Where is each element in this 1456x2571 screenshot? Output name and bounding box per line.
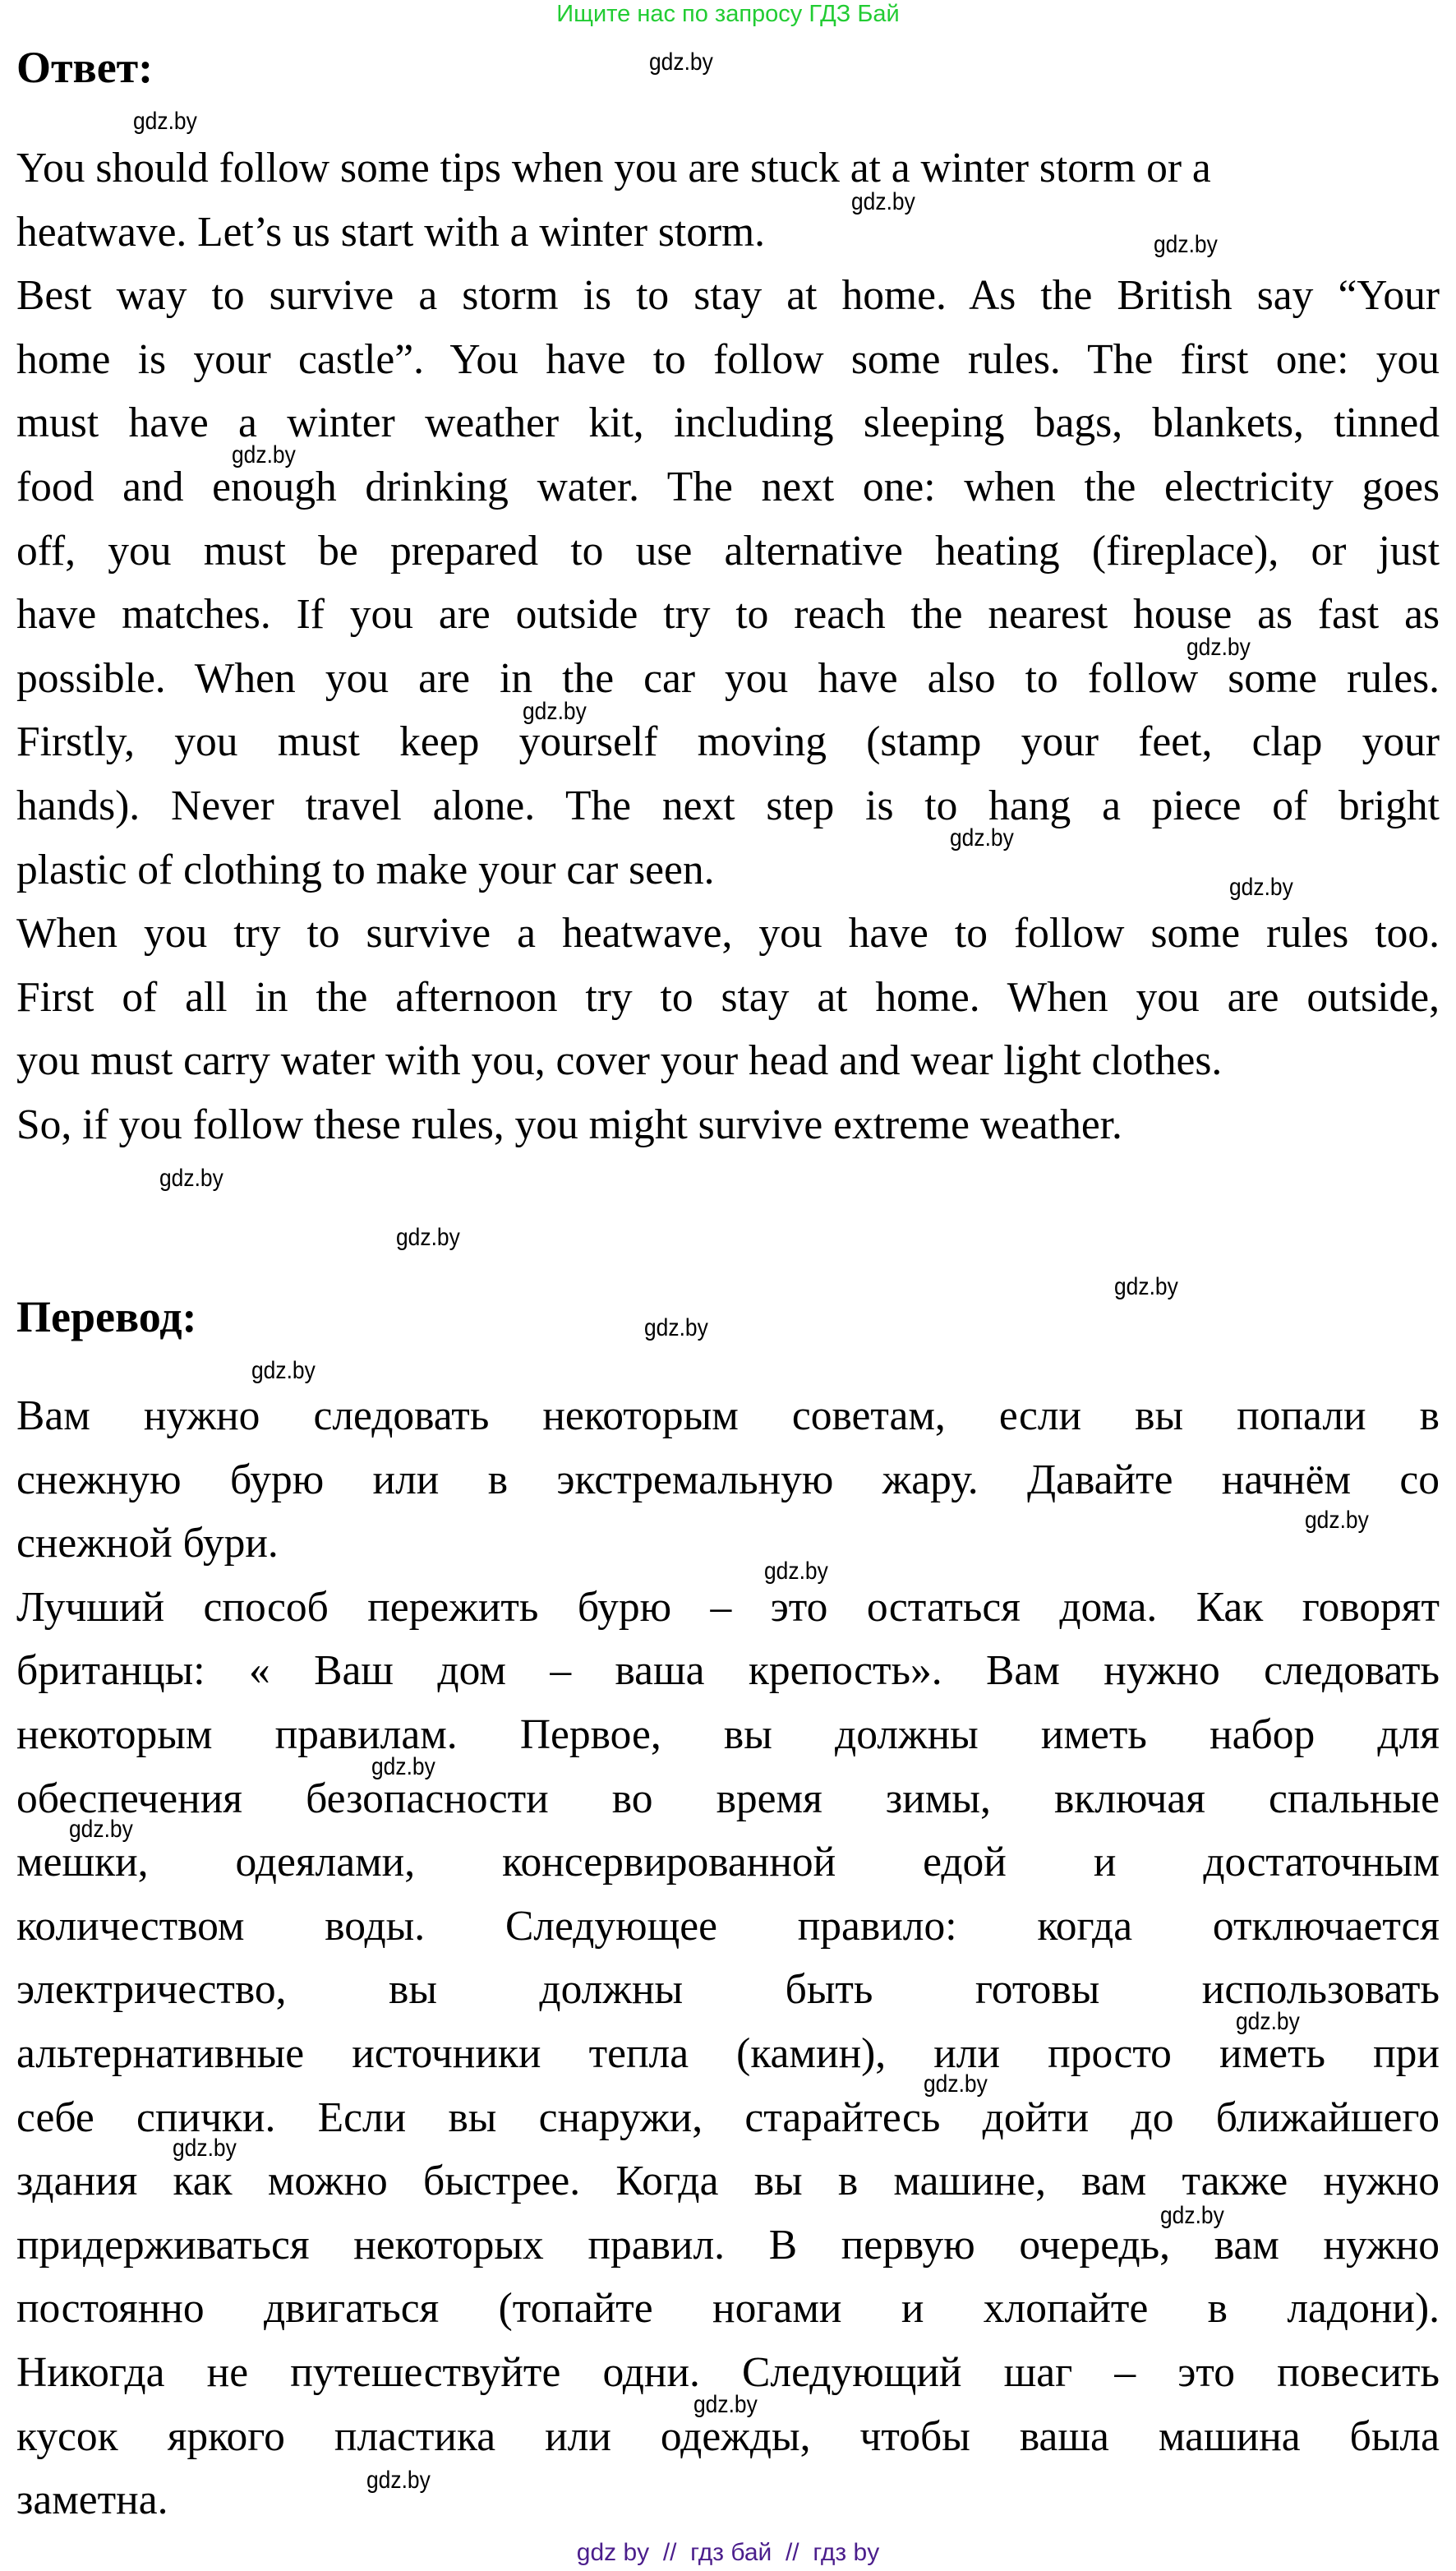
translation-line: кусок яркого пластика или одежды, чтобы ваша машина была [16,2412,1440,2460]
watermark: gdz.by [1186,634,1251,661]
answer-line: When you try to survive a heatwave, you have to follow some rules too. [16,910,1440,958]
watermark: gdz.by [159,1165,223,1192]
answer-line: hands). Never travel alone. The next step is to hang a piece of bright [16,782,1440,829]
watermark: gdz.by [950,824,1014,852]
watermark: gdz.by [1154,231,1218,258]
watermark: gdz.by [133,108,197,135]
answer-line: First of all in the afternoon try to stay at home. When you are outside, [16,973,1440,1021]
translation-line: Лучший способ пережить бурю – это остаться дома. Как говорят [16,1583,1440,1631]
translation-line: себе спички. Если вы снаружи, старайтесь дойти до ближайшего [16,2093,1440,2141]
footer-links[interactable]: gdz by // гдз бай // гдз by [576,2539,880,2566]
watermark: gdz.by [1160,2202,1224,2229]
answer-line: heatwave. Let’s us start with a winter storm. [16,208,766,256]
translation-line: некоторым правилам. Первое, вы должны иметь набор для [16,1710,1440,1758]
watermark: gdz.by [366,2467,431,2494]
answer-line: have matches. If you are outside try to reach the nearest house as fast as [16,591,1440,639]
watermark: gdz.by [1114,1273,1178,1300]
watermark: gdz.by [1229,874,1293,901]
watermark: gdz.by [693,2391,758,2418]
translation-line: количеством воды. Следующее правило: когда отключается [16,1902,1440,1950]
search-banner[interactable]: Ищите нас по запросу ГДЗ Бай [556,1,900,27]
watermark: gdz.by [173,2135,237,2162]
translation-line: британцы: « Ваш дом – ваша крепость». Вам нужно следовать [16,1647,1440,1695]
answer-line: possible. When you are in the car you have also to follow some rules. [16,654,1440,702]
answer-line: Best way to survive a storm is to stay at home. As the British say “Your [16,272,1440,320]
translation-line: электричество, вы должны быть готовы использовать [16,1966,1440,2014]
answer-line: You should follow some tips when you are stuck at a winter storm or a [16,145,1211,192]
translation-line: придерживаться некоторых правил. В первую очередь, вам нужно [16,2221,1440,2269]
translation-line: снежной бури. [16,1520,279,1567]
watermark: gdz.by [251,1357,316,1384]
translation-heading: Перевод: [16,1292,197,1341]
watermark: gdz.by [764,1558,828,1585]
translation-line: здания как можно быстрее. Когда вы в машине, вам также нужно [16,2158,1440,2205]
translation-line: постоянно двигаться (топайте ногами и хлопайте в ладони). [16,2285,1440,2333]
answer-line: So, if you follow these rules, you might survive extreme weather. [16,1101,1122,1148]
answer-line: food and enough drinking water. The next one: when the electricity goes [16,463,1440,510]
answer-line: home is your castle”. You have to follow some rules. The first one: you [16,335,1440,383]
translation-line: обеспечения безопасности во время зимы, включая спальные [16,1775,1440,1822]
watermark: gdz.by [851,188,915,215]
translation-line: заметна. [16,2476,168,2524]
answer-line: off, you must be prepared to use alternative heating (fireplace), or just [16,527,1440,575]
answer-line: Firstly, you must keep yourself moving (stamp your feet, clap your [16,718,1440,766]
watermark: gdz.by [69,1816,133,1843]
answer-line: must have a winter weather kit, including sleeping bags, blankets, tinned [16,399,1440,447]
watermark: gdz.by [924,2070,988,2098]
answer-line: you must carry water with you, cover your head and wear light clothes. [16,1037,1223,1085]
watermark: gdz.by [371,1753,435,1780]
translation-line: снежную бурю или в экстремальную жару. Давайте начнём со [16,1456,1440,1503]
watermark: gdz.by [1236,2008,1300,2035]
translation-line: Вам нужно следовать некоторым советам, если вы попали в [16,1392,1440,1439]
answer-line: plastic of clothing to make your car seen. [16,846,715,893]
translation-line: альтернативные источники тепла (камин), или просто иметь при [16,2029,1440,2077]
watermark: gdz.by [396,1224,460,1251]
translation-line: мешки, одеялами, консервированной едой и достаточным [16,1839,1440,1886]
answer-heading: Ответ: [16,43,154,92]
watermark: gdz.by [1305,1507,1369,1534]
watermark: gdz.by [232,441,296,469]
translation-line: Никогда не путешествуйте одни. Следующий шаг – это повесить [16,2348,1440,2396]
translation-text [16,1384,1440,2532]
watermark: gdz.by [649,48,713,76]
watermark: gdz.by [644,1314,708,1341]
watermark: gdz.by [523,698,587,725]
